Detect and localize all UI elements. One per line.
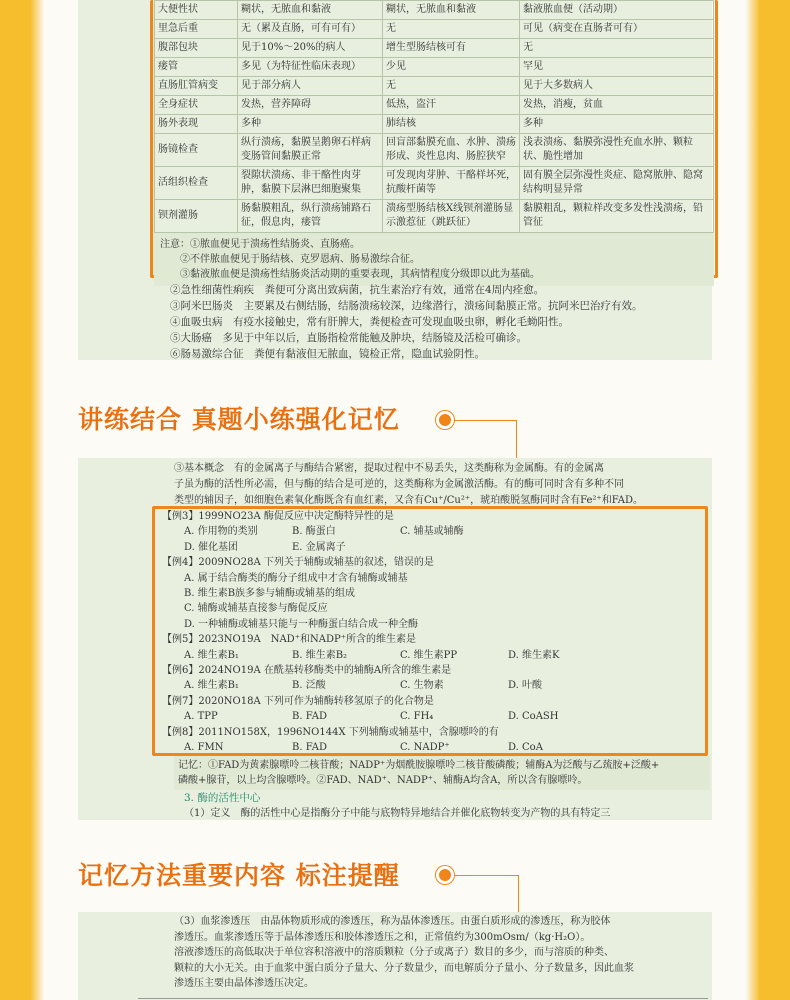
example-item <box>162 694 702 725</box>
option: C. 维生素PP <box>400 649 458 661</box>
table-cell: 肺结核 <box>383 115 520 134</box>
option: C. FH₄ <box>400 711 434 723</box>
option: D. 叶酸 <box>508 680 543 692</box>
table-cell: 少见 <box>383 58 520 77</box>
table-cell: 多种 <box>520 115 714 134</box>
memory-line: 记忆：①FAD为黄素腺嘌呤二核苷酸；NADP⁺为烟酰胺腺嘌呤二核苷酸磷酸；辅酶A为泛酸与乙巯胺+泛酸+ <box>178 760 660 771</box>
option: D. CoASH <box>508 711 559 723</box>
option-row <box>162 709 702 724</box>
connector-line <box>454 420 516 421</box>
option: D. 催化基团 <box>184 541 239 553</box>
table-cell: 发热，营养障碍 <box>238 96 383 115</box>
paragraph-line: 渗透压。血浆渗透压等于晶体渗透压和胶体渗透压之和，正常值约为300mOsm/（kg·H₂O）。 <box>174 931 591 943</box>
option: B. 维生素B₂ <box>292 649 348 661</box>
table-cell: 裂隙状溃疡、非干酪性肉芽肿，黏膜下层淋巴细胞聚集 <box>238 167 383 200</box>
table-row <box>155 115 714 134</box>
table-row <box>155 77 714 96</box>
paragraph-line: 子虽为酶的活性所必需，但与酶的结合是可逆的，这类酶称为金属激活酶。有的酶可同时含有多种不同 <box>174 479 624 490</box>
example-question: 【例6】2024NO19A 在酰基转移酶类中的辅酶A所含的维生素是 <box>162 665 452 677</box>
table-cell: 纵行溃疡，黏膜呈鹅卵石样病变肠管间黏膜正常 <box>238 134 383 167</box>
row-header-cell: 直肠肛管病变 <box>155 77 238 96</box>
option: D. 维生素K <box>508 649 560 661</box>
example-question: 【例5】2023NO19A NAD⁺和NADP⁺所含的维生素是 <box>162 634 416 646</box>
option: B. 酶蛋白 <box>292 526 336 538</box>
subheading-active-site: 3. 酶的活性中心 <box>184 792 261 804</box>
table-cell: 溃疡型肠结核X线钡剂灌肠显示激惹征（跳跃征） <box>383 200 520 233</box>
option: A. 维生素B₁ <box>184 680 239 692</box>
table-cell: 糊状，无脓血和黏液 <box>383 1 520 20</box>
table-row <box>155 167 714 200</box>
option: A. TPP <box>184 711 218 723</box>
table-cell: 回盲部黏膜充血、水肿、溃疡形成、炎性息肉、肠腔狭窄 <box>383 134 520 167</box>
option: A. 作用物的类别 <box>184 526 258 538</box>
table-note <box>154 233 714 286</box>
table-cell: 见于部分病人 <box>238 77 383 96</box>
table-row <box>155 200 714 233</box>
option: C. 生物素 <box>400 680 444 692</box>
paragraph-line: 类型的辅因子，如细胞色素氧化酶既含有血红素，又含有Cu⁺/Cu²⁺，琥珀酸脱氢酶同时含有Fe²⁺和FAD。 <box>174 495 644 506</box>
table-row <box>155 134 714 167</box>
memory-note <box>174 756 710 790</box>
option: D. 一种辅酶或辅基只能与一种酶蛋白结合成一种全酶 <box>184 618 419 630</box>
table-cell: 见于大多数病人 <box>520 77 714 96</box>
table-cell: 固有膜全层弥漫性炎症、隐窝脓肿、隐窝结构明显异常 <box>520 167 714 200</box>
paragraph-line: 颗粒的大小无关。由于血浆中蛋白质分子量大、分子数量少，而电解质分子量小、分子数量多，因此血浆 <box>174 962 634 974</box>
table-cell: 多见（为特征性临床表现） <box>238 58 383 77</box>
example-item <box>162 725 702 756</box>
example-item <box>162 555 702 632</box>
example-item <box>162 509 702 555</box>
table-cell: 黏膜粗乱，颗粒样改变多发性浅溃疡，铅管征 <box>520 200 714 233</box>
comparison-table <box>154 0 714 233</box>
table-cell: 发热，消瘦，贫血 <box>520 96 714 115</box>
table-cell: 低热，盗汗 <box>383 96 520 115</box>
table-row <box>155 20 714 39</box>
note-head: 注意：①脓血便见于溃疡性结肠炎、直肠癌。 <box>160 239 360 250</box>
differential-list <box>170 282 710 362</box>
note-line: ②不伴脓血便见于肠结核、克罗恩病、肠易激综合征。 <box>180 254 420 265</box>
option: E. 金属离子 <box>292 541 346 553</box>
option: B. FAD <box>292 742 328 754</box>
example-question: 【例8】2011NO158X，1996NO144X 下列辅酶或辅基中，含腺嘌呤的有 <box>162 726 499 738</box>
option: B. FAD <box>292 711 328 723</box>
paragraph-line: 溶液渗透压的高低取决于单位容积溶液中的溶质颗粒（分子或离子）数目的多少，而与溶质的种类、 <box>174 947 614 958</box>
table-row <box>155 58 714 77</box>
section-marker-dot <box>436 411 454 429</box>
row-header-cell: 里急后重 <box>155 20 238 39</box>
table-cell: 肠黏膜粗乱，纵行溃疡铺路石征，假息肉，瘘管 <box>238 200 383 233</box>
option: D. CoA <box>508 742 543 754</box>
option: A. 维生素B₁ <box>184 649 239 661</box>
option-row <box>162 648 702 663</box>
row-header-cell: 瘘管 <box>155 58 238 77</box>
table-row <box>155 1 714 20</box>
paragraph-line: ③基本概念 有的金属离子与酶结合紧密，提取过程中不易丢失，这类酶称为金属酶。有的金属离 <box>174 463 604 474</box>
list-line: ④血吸虫病 有疫水接触史，常有肝脾大，粪便检查可发现血吸虫卵，孵化毛蚴阳性。 <box>170 316 569 328</box>
table-row <box>155 96 714 115</box>
paragraph-line: 渗透压主要由晶体渗透压决定。 <box>174 978 314 989</box>
table-row <box>155 39 714 58</box>
row-header-cell: 活组织检查 <box>155 167 238 200</box>
table-cell: 无（累及直肠，可有可有） <box>238 20 383 39</box>
table-cell: 增生型肠结核可有 <box>383 39 520 58</box>
row-header-cell: 肠外表现 <box>155 115 238 134</box>
section-marker-dot <box>436 866 454 884</box>
memory-line: 磷酸+腺苷，以上均含腺嘌呤。②FAD、NAD⁺、NADP⁺、辅酶A均含A，所以含有腺嘌呤。 <box>178 775 588 786</box>
table-cell: 无 <box>383 20 520 39</box>
list-line: ⑤大肠癌 多见于中年以后，直肠指检常能触及肿块，结肠镜及活检可确诊。 <box>170 332 527 344</box>
table-cell: 糊状，无脓血和黏液 <box>238 1 383 20</box>
list-line: ②急性细菌性痢疾 粪便可分离出致病菌，抗生素治疗有效，通常在4周内痊愈。 <box>170 284 545 296</box>
option-row <box>162 678 702 693</box>
option: A. FMN <box>184 742 224 754</box>
table-cell: 见于10%～20%的病人 <box>238 39 383 58</box>
table-cell: 多种 <box>238 115 383 134</box>
metal-enzyme-paragraph <box>174 461 708 509</box>
option: B. 泛酸 <box>292 680 326 692</box>
row-header-cell: 腹部包块 <box>155 39 238 58</box>
option-row <box>162 740 702 755</box>
osmotic-pressure-paragraph <box>174 914 708 992</box>
table-cell: 可发现肉芽肿、干酪样坏死，抗酸杆菌等 <box>383 167 520 200</box>
option-row <box>162 524 702 539</box>
example-list <box>162 509 702 756</box>
table-cell: 浅表溃疡、黏膜弥漫性充血水肿、颗粒状、脆性增加 <box>520 134 714 167</box>
example-item <box>162 632 702 663</box>
row-header-cell: 肠镜检查 <box>155 134 238 167</box>
table-cell: 黏液脓血便（活动期） <box>520 1 714 20</box>
option: C. 辅基或辅酶 <box>400 526 464 538</box>
option: A. 属于结合酶类的酶分子组成中才含有辅酶或辅基 <box>184 572 408 584</box>
definition-line: （1）定义 酶的活性中心是指酶分子中能与底物特异地结合并催化底物转变为产物的具有特定三 <box>184 808 611 819</box>
book-page-2 <box>78 458 712 820</box>
table-cell: 无 <box>383 77 520 96</box>
row-header-cell: 全身症状 <box>155 96 238 115</box>
table-border-line <box>138 998 708 999</box>
row-header-cell: 大便性状 <box>155 1 238 20</box>
option-row <box>162 540 702 555</box>
example-item <box>162 663 702 694</box>
example-question: 【例7】2020NO18A 下列可作为辅酶转移氢原子的化合物是 <box>162 695 434 707</box>
option: C. NADP⁺ <box>400 742 450 754</box>
section-title-memory: 记忆方法重要内容 标注提醒 <box>78 861 400 890</box>
comparison-table-wrap <box>154 0 714 286</box>
list-line: ⑥肠易激综合征 粪便有黏液但无脓血，镜检正常，隐血试验阴性。 <box>170 348 485 360</box>
option: C. 辅酶或辅基直接参与酶促反应 <box>184 603 328 615</box>
book-page-1 <box>78 0 712 360</box>
option: B. 维生素B族多参与辅酶或辅基的组成 <box>184 588 356 600</box>
book-page-3 <box>78 912 712 1000</box>
table-cell: 无 <box>520 39 714 58</box>
list-line: ③阿米巴肠炎 主要累及右侧结肠，结肠溃疡较深，边缘潜行，溃疡间黏膜正常。抗阿米巴治疗有效。 <box>170 300 643 312</box>
table-cell: 罕见 <box>520 58 714 77</box>
table-cell: 可见（病变在直肠者可有） <box>520 20 714 39</box>
note-line: ③黏液脓血便是溃疡性结肠炎活动期的重要表现，其病情程度分级即以此为基础。 <box>180 269 540 280</box>
connector-line <box>454 875 518 876</box>
section-title-practice: 讲练结合 真题小练强化记忆 <box>78 405 400 434</box>
example-question: 【例4】2009NO28A 下列关于辅酶或辅基的叙述，错误的是 <box>162 557 434 569</box>
example-question: 【例3】1999NO23A 酶促反应中决定酶特异性的是 <box>162 511 394 522</box>
paragraph-line: （3）血浆渗透压 由晶体物质形成的渗透压，称为晶体渗透压。由蛋白质形成的渗透压，称为胶体 <box>174 916 611 927</box>
row-header-cell: 钡剂灌肠 <box>155 200 238 233</box>
